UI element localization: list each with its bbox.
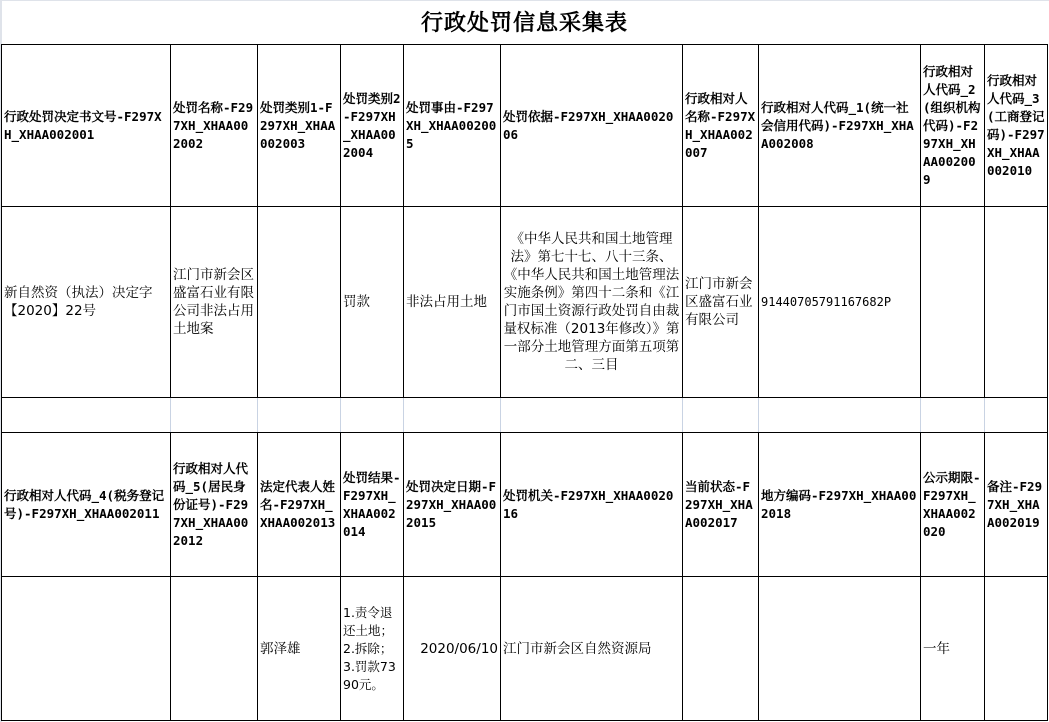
- cell-penalty-reason[interactable]: 非法占用土地: [404, 207, 501, 398]
- header-cell-current-status[interactable]: 当前状态-F297XH_XHAA002017: [683, 433, 759, 577]
- header-cell-penalty-authority[interactable]: 处罚机关-F297XH_XHAA002016: [501, 433, 683, 577]
- cell-decision-date[interactable]: 2020/06/10: [404, 577, 501, 721]
- header-cell-local-code[interactable]: 地方编码-F297XH_XHAA002018: [759, 433, 921, 577]
- header-cell-penalty-reason[interactable]: 处罚事由-F297XH_XHAA002005: [404, 45, 501, 207]
- cell-local-code[interactable]: [759, 577, 921, 721]
- cell-counterparty-name[interactable]: 江门市新会区盛富石业有限公司: [683, 207, 759, 398]
- penalty-info-table: [1, 44, 1048, 721]
- header-cell-decision-date[interactable]: 处罚决定日期-F297XH_XHAA002015: [404, 433, 501, 577]
- spacer-cell[interactable]: [171, 398, 258, 433]
- cell-penalty-category-1[interactable]: [258, 207, 341, 398]
- cell-credit-code[interactable]: 91440705791167682P: [759, 207, 921, 398]
- cell-penalty-result[interactable]: 1.责令退还土地；2.拆除；3.罚款7390元。: [341, 577, 404, 721]
- cell-remarks[interactable]: [985, 577, 1048, 721]
- cell-business-reg-code[interactable]: [985, 207, 1048, 398]
- cell-id-number[interactable]: [171, 577, 258, 721]
- data-row-1: [2, 207, 1048, 398]
- cell-decision-number[interactable]: 新自然资（执法）决定字【2020】22号: [2, 207, 171, 398]
- header-row-2: [2, 433, 1048, 577]
- header-cell-id-number[interactable]: 行政相对人代码_5(居民身份证号)-F297XH_XHAA002012: [171, 433, 258, 577]
- cell-tax-reg-number[interactable]: [2, 577, 171, 721]
- spacer-cell[interactable]: [985, 398, 1048, 433]
- header-cell-penalty-result[interactable]: 处罚结果-F297XH_XHAA002014: [341, 433, 404, 577]
- header-cell-decision-number[interactable]: 行政处罚决定书文号-F297XH_XHAA002001: [2, 45, 171, 207]
- spacer-row: [2, 398, 1048, 433]
- header-cell-legal-rep-name[interactable]: 法定代表人姓名-F297XH_XHAA002013: [258, 433, 341, 577]
- cell-penalty-authority[interactable]: 江门市新会区自然资源局: [501, 577, 683, 721]
- cell-legal-rep-name[interactable]: 郭泽雄: [258, 577, 341, 721]
- spacer-cell[interactable]: [501, 398, 683, 433]
- spacer-cell[interactable]: [341, 398, 404, 433]
- header-cell-counterparty-name[interactable]: 行政相对人名称-F297XH_XHAA002007: [683, 45, 759, 207]
- spacer-cell[interactable]: [404, 398, 501, 433]
- spacer-cell[interactable]: [759, 398, 921, 433]
- header-cell-publicity-period[interactable]: 公示期限-F297XH_XHAA002020: [921, 433, 985, 577]
- header-cell-business-reg-code[interactable]: 行政相对人代码_3(工商登记码)-F297XH_XHAA002010: [985, 45, 1048, 207]
- data-row-2: [2, 577, 1048, 721]
- header-cell-remarks[interactable]: 备注-F297XH_XHAA002019: [985, 433, 1048, 577]
- header-cell-penalty-name[interactable]: 处罚名称-F297XH_XHAA002002: [171, 45, 258, 207]
- cell-current-status[interactable]: [683, 577, 759, 721]
- cell-publicity-period[interactable]: 一年: [921, 577, 985, 721]
- cell-penalty-category-2[interactable]: 罚款: [341, 207, 404, 398]
- cell-org-code[interactable]: [921, 207, 985, 398]
- header-row-1: [2, 45, 1048, 207]
- header-cell-credit-code[interactable]: 行政相对人代码_1(统一社会信用代码)-F297XH_XHAA002008: [759, 45, 921, 207]
- spacer-cell[interactable]: [683, 398, 759, 433]
- header-cell-penalty-category-2[interactable]: 处罚类别2-F297XH_XHAA002004: [341, 45, 404, 207]
- cell-penalty-name[interactable]: 江门市新会区盛富石业有限公司非法占用土地案: [171, 207, 258, 398]
- header-cell-penalty-category-1[interactable]: 处罚类别1-F297XH_XHAA002003: [258, 45, 341, 207]
- cell-penalty-basis[interactable]: 《中华人民共和国土地管理法》第七十七、八十三条、《中华人民共和国土地管理法实施条例》第四十二条和《江门市国土资源行政处罚自由裁量权标准（2013年修改）》第一部分土地管理方面第五项第二、三目: [501, 207, 683, 398]
- header-cell-org-code[interactable]: 行政相对人代码_2(组织机构代码)-F297XH_XHAA002009: [921, 45, 985, 207]
- header-cell-penalty-basis[interactable]: 处罚依据-F297XH_XHAA002006: [501, 45, 683, 207]
- spacer-cell[interactable]: [258, 398, 341, 433]
- spacer-cell[interactable]: [921, 398, 985, 433]
- header-cell-tax-reg-number[interactable]: 行政相对人代码_4(税务登记号)-F297XH_XHAA002011: [2, 433, 171, 577]
- spacer-cell[interactable]: [2, 398, 171, 433]
- page-title: 行政处罚信息采集表: [420, 11, 628, 36]
